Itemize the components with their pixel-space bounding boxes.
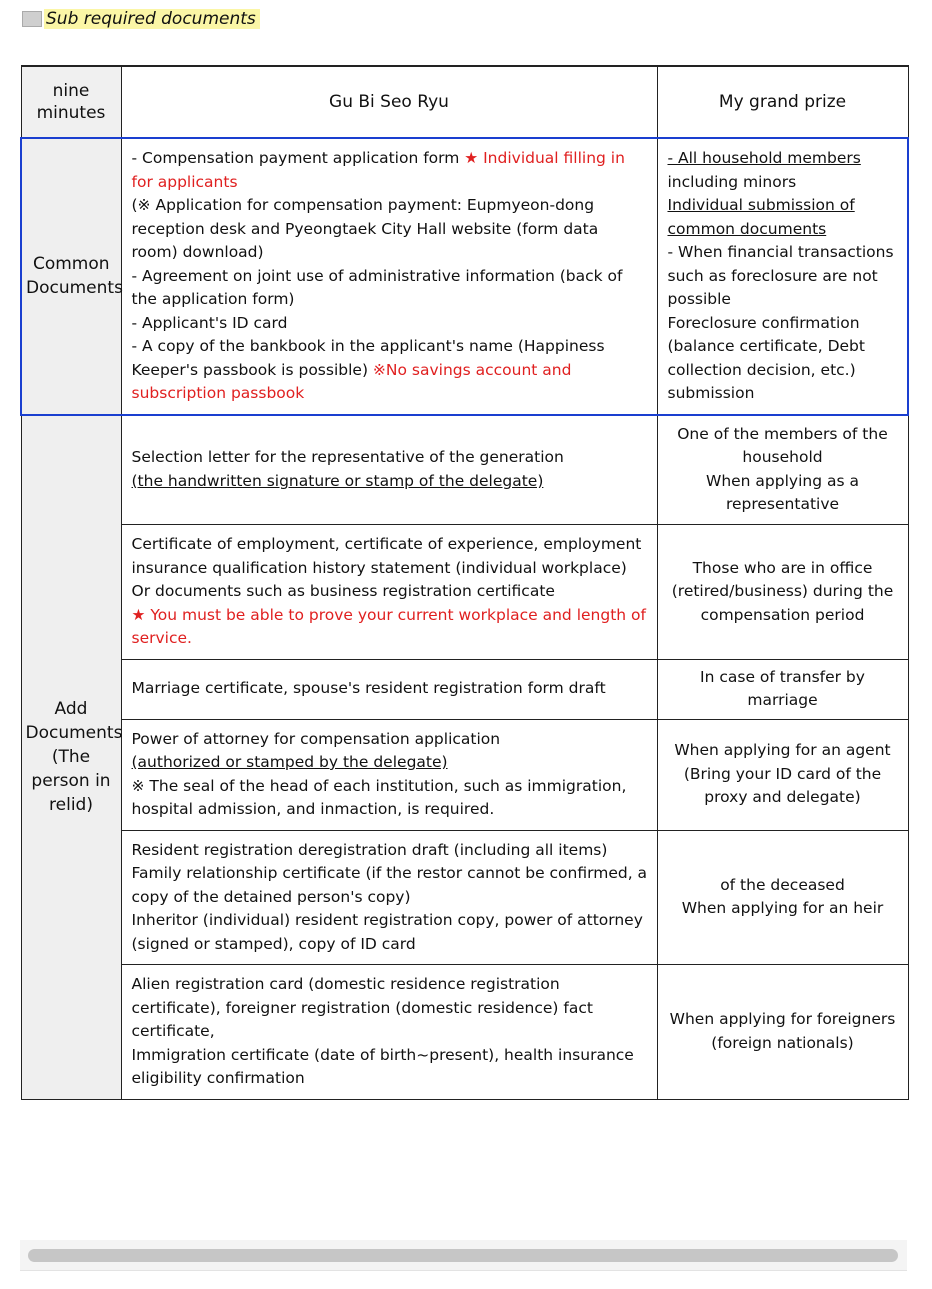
common-doc-item: - A copy of the bankbook in the applicant's name (Happiness Keeper's passbook is possible) ※No savings account and subscription passbook: [131, 337, 605, 402]
table-row: [21, 415, 908, 525]
remark-line: - All household members: [667, 149, 861, 167]
remark-cell: When applying for an agent (Bring your ID card of the proxy and delegate): [657, 719, 908, 830]
category-add: Add Documents (The person in relid): [21, 415, 121, 1100]
horizontal-scrollbar[interactable]: [20, 1240, 907, 1271]
table-row: [21, 965, 908, 1100]
doc-cell: Marriage certificate, spouse's resident registration form draft: [121, 659, 657, 719]
doc-cell: Selection letter for the representative of the generation (the handwritten signature or stamp of the delegate): [121, 415, 657, 525]
remark-cell: of the deceased When applying for an heir: [657, 830, 908, 965]
remark-line: Foreclosure confirmation (balance certificate, Debt collection decision, etc.) submission: [667, 313, 865, 402]
header-documents: Gu Bi Seo Ryu: [121, 66, 657, 138]
documents-table-container: [20, 65, 907, 1100]
doc-cell: Power of attorney for compensation application (authorized or stamped by the delegate) ※ The seal of the head of each institution, such as immigration, hospital admission, and inmaction, is required.: [121, 719, 657, 830]
common-remarks: [657, 138, 908, 415]
table-row: [21, 719, 908, 830]
common-documents-row: [21, 138, 908, 415]
remark-line: - When financial transactions such as foreclosure are not possible: [667, 243, 894, 308]
common-documents-list: [121, 138, 657, 415]
remark-cell: Those who are in office (retired/business) during the compensation period: [657, 525, 908, 660]
header-category: nine minutes: [21, 66, 121, 138]
common-doc-item: - Agreement on joint use of administrative information (back of the application form): [131, 266, 623, 308]
common-doc-item: (※ Application for compensation payment: Eupmyeon-dong reception desk and Pyeongtaek City Hall website (form data room) download): [131, 196, 599, 261]
remark-cell: One of the members of the household When applying as a representative: [657, 415, 908, 525]
scrollbar-thumb[interactable]: [28, 1249, 898, 1262]
header-remarks: My grand prize: [657, 66, 908, 138]
common-doc-item: - Compensation payment application form ★ Individual filling in for applicants: [131, 149, 625, 191]
table-header-row: [21, 66, 908, 138]
doc-cell: Alien registration card (domestic residence registration certificate), foreigner registration (domestic residence) fact certificate, Immigration certificate (date of birth~present), health insurance eligibility confirmation: [121, 965, 657, 1100]
section-title-text: Sub required documents: [44, 9, 260, 29]
section-title: [22, 6, 260, 32]
table-row: [21, 525, 908, 660]
remark-line: including minors: [667, 172, 797, 191]
doc-cell: Certificate of employment, certificate of experience, employment insurance qualification history statement (individual workplace) Or documents such as business registration certificate ★ You must be able to prove your current workplace and length of service.: [121, 525, 657, 660]
remark-cell: In case of transfer by marriage: [657, 659, 908, 719]
table-row: [21, 659, 908, 719]
common-doc-item: - Applicant's ID card: [131, 313, 288, 332]
remark-cell: When applying for foreigners (foreign nationals): [657, 965, 908, 1100]
table-row: [21, 830, 908, 965]
document-icon: [22, 11, 42, 27]
remark-line: Individual submission of common documents: [667, 196, 855, 238]
doc-cell: Resident registration deregistration draft (including all items) Family relationship certificate (if the restor cannot be confirmed, a copy of the detained person's copy) Inheritor (individual) resident registration copy, power of attorney (signed or stamped), copy of ID card: [121, 830, 657, 965]
documents-table: [20, 65, 909, 1100]
category-common: Common Documents: [21, 138, 121, 415]
